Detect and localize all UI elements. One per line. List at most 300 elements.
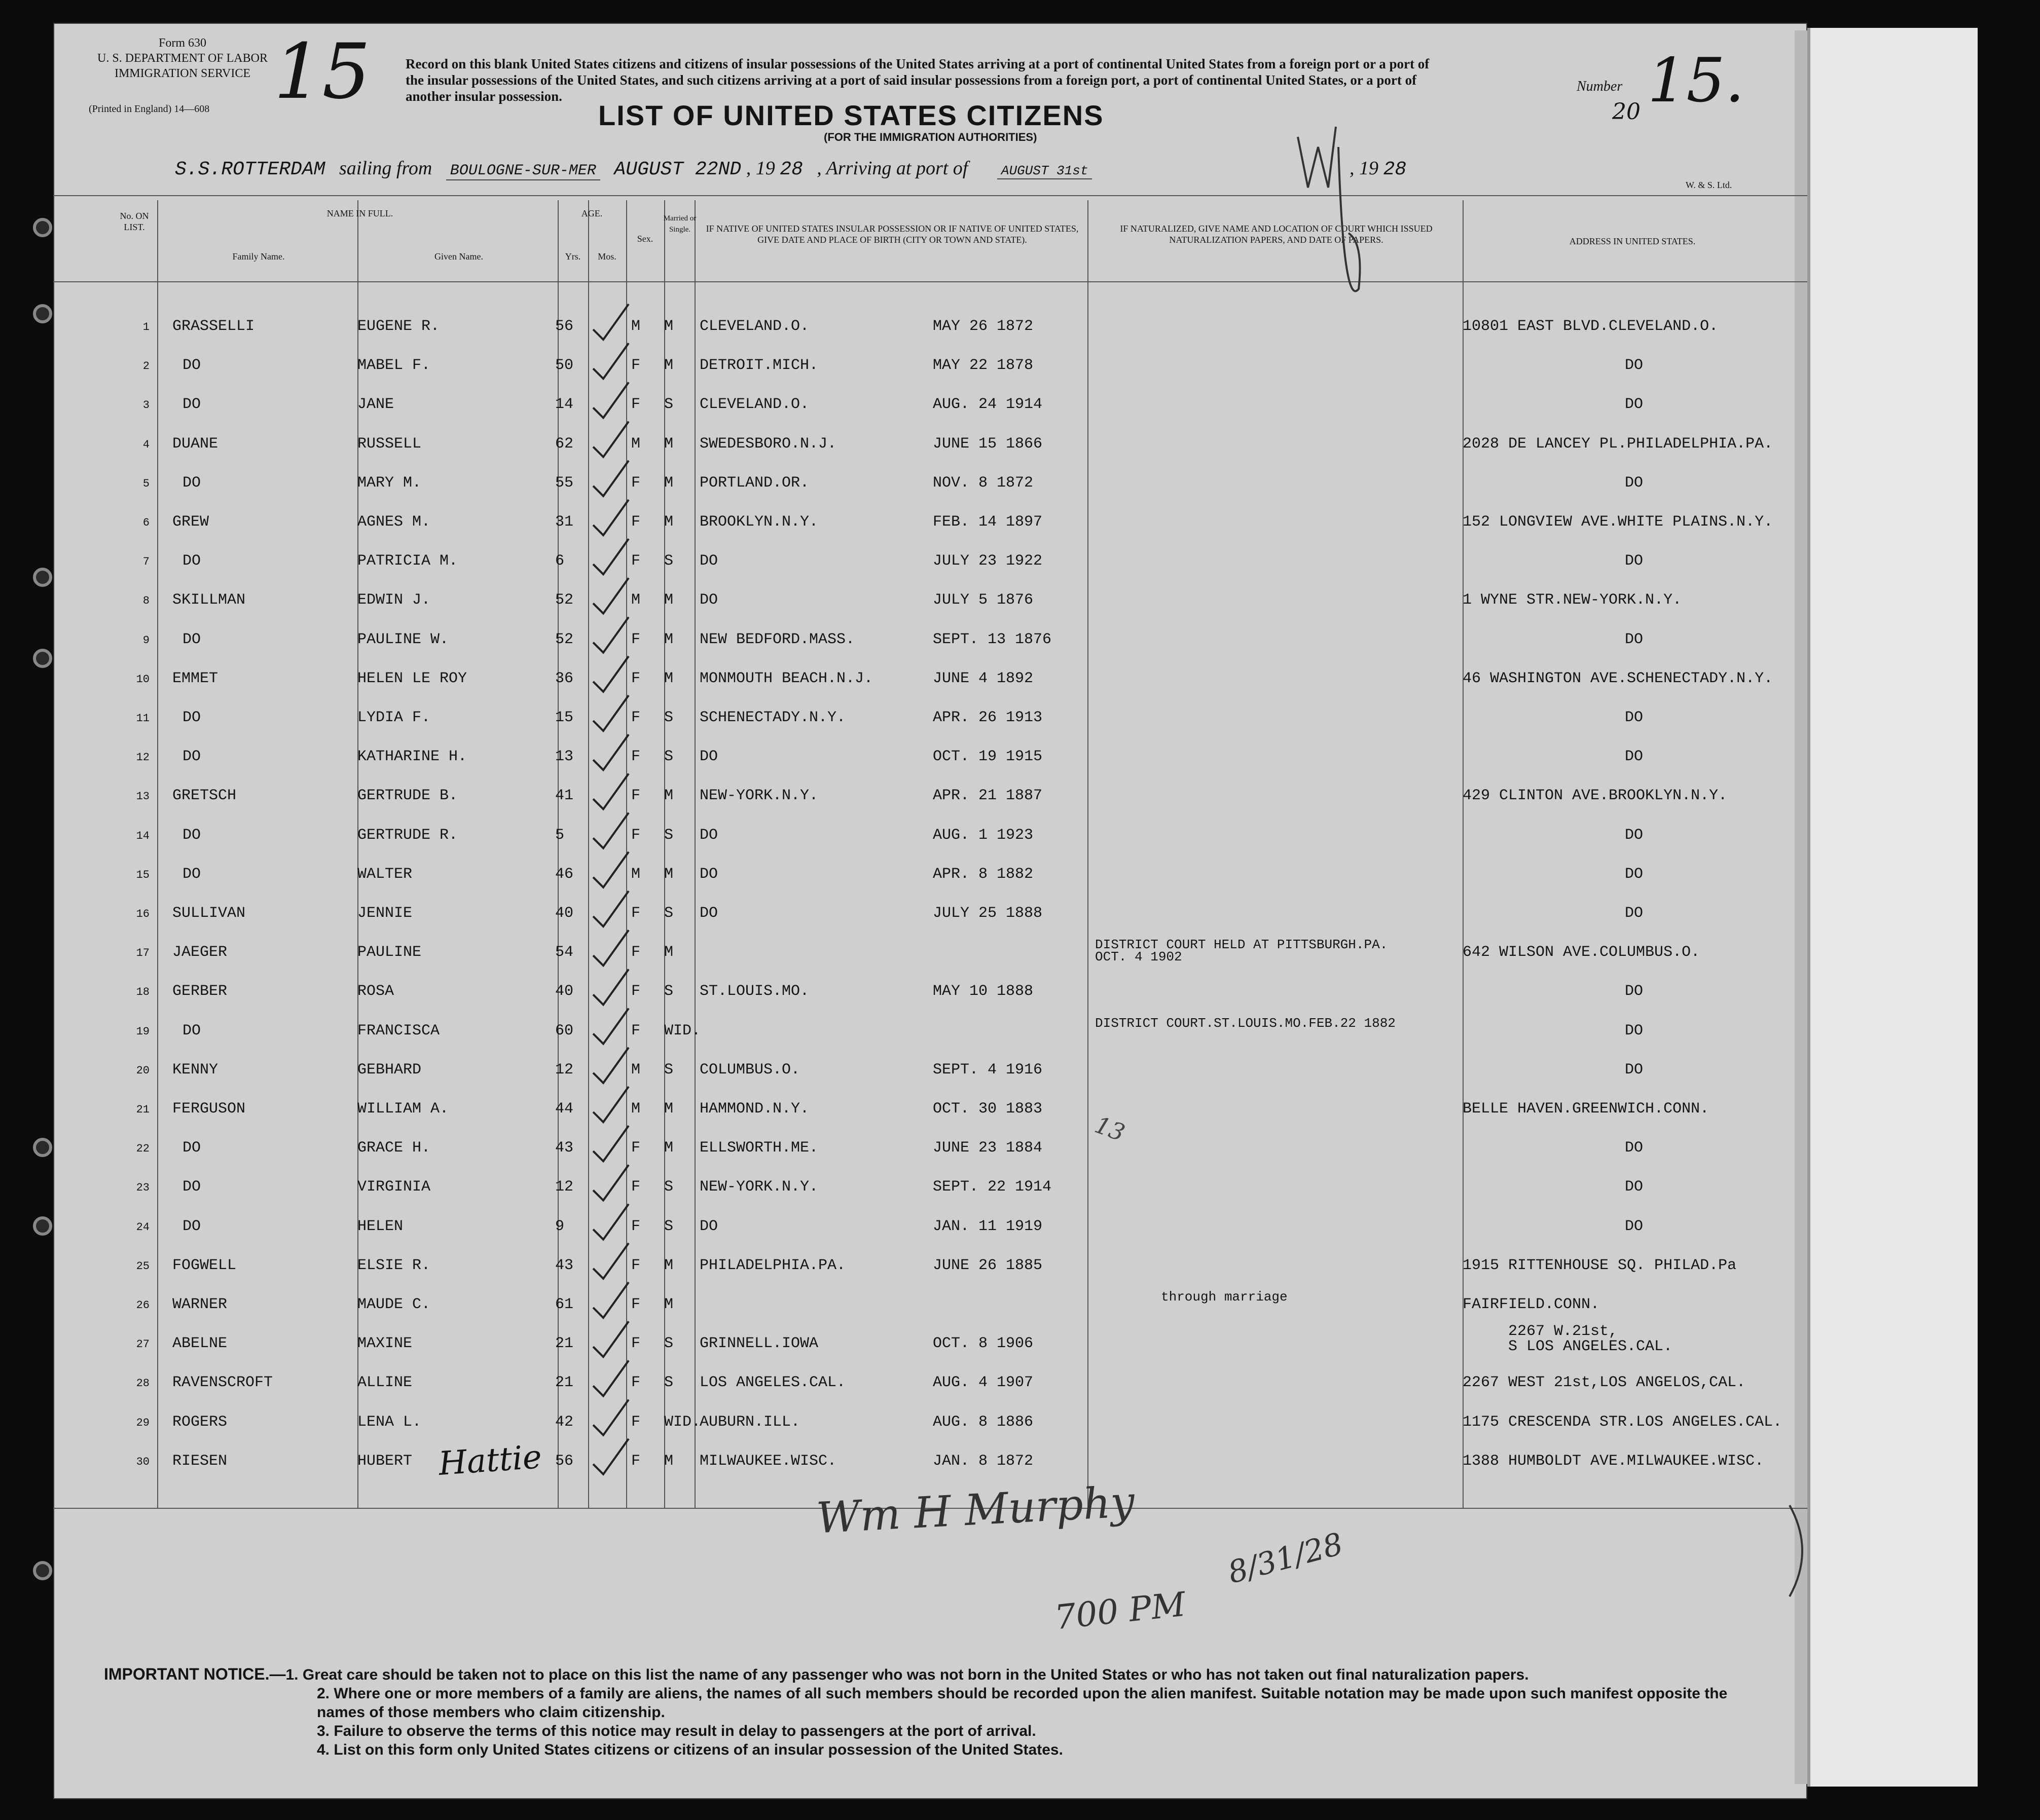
cell-given: RUSSELL [357, 435, 422, 453]
cell-date: JULY 25 1888 [933, 905, 1043, 922]
cell-age: 6 [555, 552, 565, 570]
cell-no: 23 [136, 1181, 150, 1195]
checkmark-icon [593, 852, 629, 887]
cell-family: GREW [172, 513, 209, 531]
cell-no: 10 [136, 673, 150, 686]
cell-addr: BELLE HAVEN.GREENWICH.CONN. [1463, 1100, 1709, 1118]
cell-family: DO [183, 630, 201, 648]
cell-date: AUG. 24 1914 [933, 396, 1043, 414]
binder-hole-icon [33, 1138, 52, 1157]
handwritten-hattie: Hattie [437, 1438, 543, 1483]
cell-family: JAEGER [172, 944, 228, 961]
col-header-sex: Sex. [637, 234, 653, 244]
cell-no: 16 [136, 908, 150, 920]
table-row [53, 1011, 1807, 1050]
form-number: Form 630 [158, 36, 206, 50]
cell-addr: 1 WYNE STR.NEW-YORK.N.Y. [1463, 591, 1682, 609]
cell-place: SCHENECTADY.N.Y. [700, 709, 846, 726]
cell-no: 29 [136, 1416, 150, 1429]
cell-family: DO [183, 709, 201, 726]
table-row [53, 894, 1807, 933]
table-row [53, 385, 1807, 424]
table-row [53, 1089, 1807, 1128]
cell-addr: 2267 W.21st, S LOS ANGELES.CAL. [1508, 1323, 1673, 1356]
cell-date: OCT. 8 1906 [933, 1335, 1034, 1353]
cell-sex: M [631, 865, 641, 883]
cell-addr: DO [1625, 748, 1644, 766]
cell-age: 14 [555, 396, 574, 414]
cell-given: FRANCISCA [357, 1022, 440, 1039]
cell-given: AGNES M. [357, 513, 431, 531]
checkmark-icon [593, 1400, 629, 1435]
cell-place: DO [700, 865, 718, 883]
cell-addr: DO [1625, 630, 1644, 648]
cell-age: 46 [555, 865, 574, 883]
handwritten-time: 700 PM [1052, 1584, 1188, 1638]
cell-mar: M [664, 318, 674, 335]
cell-age: 43 [555, 1256, 574, 1274]
handwritten-list-number: 15 [274, 28, 371, 116]
cell-date: MAY 22 1878 [933, 357, 1034, 375]
checkmark-icon [593, 461, 629, 496]
cell-date: MAY 10 1888 [933, 983, 1034, 1000]
cell-mar: S [664, 1178, 674, 1196]
cell-addr: 642 WILSON AVE.COLUMBUS.O. [1463, 944, 1700, 961]
cell-place: BROOKLYN.N.Y. [700, 513, 819, 531]
inspector-signature: Wm H Murphy [815, 1476, 1136, 1543]
binder-hole-icon [33, 649, 52, 668]
cell-place: LOS ANGELES.CAL. [700, 1374, 846, 1392]
cell-mar: S [664, 709, 674, 726]
cell-date: JAN. 11 1919 [933, 1217, 1043, 1235]
cell-sex: F [631, 983, 641, 1000]
departure-year-prefix: , 19 [746, 158, 775, 179]
cell-mar: M [664, 474, 674, 492]
checkmark-icon [593, 500, 629, 535]
checkmark-icon [593, 343, 629, 379]
cell-family: SULLIVAN [172, 905, 246, 922]
cell-family: DO [183, 357, 201, 375]
cell-mar: M [664, 1100, 674, 1118]
arrival-date: AUGUST 31st [997, 163, 1092, 179]
cell-sex: F [631, 474, 641, 492]
cell-sex: M [631, 1100, 641, 1118]
checkmark-icon [593, 539, 629, 574]
cell-given: JENNIE [357, 905, 413, 922]
cell-place: AUBURN.ILL. [700, 1413, 800, 1431]
cell-addr: 10801 EAST BLVD.CLEVELAND.O. [1463, 318, 1719, 335]
checkmark-icon [593, 1282, 629, 1318]
cell-age: 5 [555, 826, 565, 844]
col-header-naturalized: IF NATURALIZED, GIVE NAME AND LOCATION OF COURT WHICH ISSUED NATURALIZATION PAPERS, AND DATE OF PAPERS. [1120, 224, 1433, 245]
cell-addr: 1175 CRESCENDA STR.LOS ANGELES.CAL. [1463, 1413, 1782, 1431]
cell-mar: M [664, 1452, 674, 1470]
cell-given: GRACE H. [357, 1139, 431, 1157]
cell-family: DO [183, 474, 201, 492]
cell-given: GEBHARD [357, 1061, 422, 1079]
cell-given: GERTRUDE B. [357, 787, 458, 805]
cell-no: 20 [136, 1064, 150, 1077]
cell-sex: F [631, 552, 641, 570]
cell-age: 12 [555, 1061, 574, 1079]
cell-sex: F [631, 787, 641, 805]
cell-date: APR. 26 1913 [933, 709, 1043, 726]
cell-place: CLEVELAND.O. [700, 396, 810, 414]
cell-no: 27 [136, 1338, 150, 1351]
cell-mar: M [664, 787, 674, 805]
cell-place: GRINNELL.IOWA [700, 1335, 819, 1353]
table-row [53, 502, 1807, 541]
cell-family: EMMET [172, 670, 218, 687]
cell-sex: F [631, 1452, 641, 1470]
cell-given: PATRICIA M. [357, 552, 458, 570]
checkmark-icon [593, 734, 629, 770]
cell-mar: S [664, 396, 674, 414]
checkmark-icon [593, 1204, 629, 1240]
cell-nat: through marriage [1161, 1289, 1288, 1305]
cell-sex: F [631, 357, 641, 375]
cell-age: 21 [555, 1335, 574, 1353]
department: U. S. DEPARTMENT OF LABOR [97, 52, 268, 65]
cell-given: ALLINE [357, 1374, 413, 1392]
form-info [89, 35, 276, 117]
col-header-address: ADDRESS IN UNITED STATES. [1569, 236, 1696, 246]
checkmark-icon [593, 969, 629, 1005]
sailing-from-label: sailing from [339, 158, 432, 179]
cell-addr: DO [1625, 1139, 1644, 1157]
checkmark-icon [593, 1243, 629, 1279]
arriving-label: , Arriving at port of [817, 158, 968, 179]
cell-family: DO [183, 396, 201, 414]
cell-mar: M [664, 357, 674, 375]
cell-addr: DO [1625, 1217, 1644, 1235]
table-row [53, 307, 1807, 346]
cell-family: RAVENSCROFT [172, 1374, 273, 1392]
cell-no: 2 [142, 360, 150, 373]
cell-place: DO [700, 826, 718, 844]
cell-given: HELEN [357, 1217, 404, 1235]
cell-no: 19 [136, 1025, 150, 1038]
cell-addr: DO [1625, 983, 1644, 1000]
notice-lead: IMPORTANT NOTICE.— [104, 1665, 286, 1683]
margin-bracket-icon [1784, 1500, 1815, 1602]
cell-sex: F [631, 1335, 641, 1353]
departure-year: 28 [780, 159, 803, 180]
checkmark-icon [593, 695, 629, 731]
cell-mar: S [664, 552, 674, 570]
table-row [53, 1128, 1807, 1167]
cell-mar: M [664, 1139, 674, 1157]
cell-age: 12 [555, 1178, 574, 1196]
cell-place: MONMOUTH BEACH.N.J. [700, 670, 873, 687]
cell-no: 13 [136, 790, 150, 803]
cell-age: 56 [555, 1452, 574, 1470]
cell-no: 28 [136, 1377, 150, 1390]
cell-sex: F [631, 1256, 641, 1274]
cell-age: 62 [555, 435, 574, 453]
cell-sex: F [631, 396, 641, 414]
cell-sex: F [631, 905, 641, 922]
cell-mar: WID. [664, 1022, 701, 1039]
number-20: 20 [1612, 99, 1641, 125]
cell-mar: S [664, 983, 674, 1000]
cell-given: LYDIA F. [357, 709, 431, 726]
binder-hole-icon [33, 1216, 52, 1236]
table-row [53, 580, 1807, 619]
cell-place: HAMMOND.N.Y. [700, 1100, 810, 1118]
cell-addr: DO [1625, 474, 1644, 492]
cell-age: 42 [555, 1413, 574, 1431]
checkmark-icon [593, 1048, 629, 1083]
cell-sex: F [631, 670, 641, 687]
cell-given: JANE [357, 396, 394, 414]
cell-given: EUGENE R. [357, 318, 440, 335]
cell-age: 9 [555, 1217, 565, 1235]
cell-sex: F [631, 1022, 641, 1039]
cell-no: 24 [136, 1220, 150, 1234]
cell-date: SEPT. 13 1876 [933, 630, 1052, 648]
cell-no: 8 [142, 595, 150, 608]
checkmark-icon [593, 1009, 629, 1044]
cell-date: APR. 21 1887 [933, 787, 1043, 805]
cell-mar: M [664, 944, 674, 961]
cell-no: 14 [136, 829, 150, 842]
cell-family: KENNY [172, 1061, 218, 1079]
checkmark-icon [593, 617, 629, 653]
cell-place: SWEDESBORO.N.J. [700, 435, 837, 453]
cell-age: 15 [555, 709, 574, 726]
table-row [53, 815, 1807, 855]
table-row [53, 1441, 1807, 1480]
cell-place: PORTLAND.OR. [700, 474, 810, 492]
checkmark-icon [593, 891, 629, 926]
cell-mar: S [664, 1374, 674, 1392]
cell-place: PHILADELPHIA.PA. [700, 1256, 846, 1274]
cell-nat: DISTRICT COURT HELD AT PITTSBURGH.PA. OCT. 4 1902 [1095, 937, 1388, 965]
cell-no: 3 [142, 399, 150, 412]
cell-age: 56 [555, 318, 574, 335]
cell-no: 1 [142, 321, 150, 333]
cell-no: 21 [136, 1103, 150, 1116]
cell-family: ROGERS [172, 1413, 228, 1431]
cell-addr: DO [1625, 865, 1644, 883]
cell-addr: 2267 WEST 21st,LOS ANGELOS,CAL. [1463, 1374, 1746, 1392]
cell-addr: DO [1625, 357, 1644, 375]
cell-addr: DO [1625, 396, 1644, 414]
cell-date: OCT. 30 1883 [933, 1100, 1043, 1118]
cell-date: SEPT. 4 1916 [933, 1061, 1043, 1079]
cell-place: NEW-YORK.N.Y. [700, 1178, 819, 1196]
cell-date: MAY 26 1872 [933, 318, 1034, 335]
cell-age: 60 [555, 1022, 574, 1039]
col-header-no: No. ON LIST. [120, 211, 149, 232]
cell-place: COLUMBUS.O. [700, 1061, 800, 1079]
cell-place: DO [700, 552, 718, 570]
checkmark-icon [593, 1360, 629, 1396]
cell-age: 13 [555, 748, 574, 766]
cell-date: NOV. 8 1872 [933, 474, 1034, 492]
table-row [53, 346, 1807, 385]
cell-family: DO [183, 1022, 201, 1039]
cell-place: DO [700, 748, 718, 766]
cell-no: 18 [136, 986, 150, 999]
port-initial-scrawl-icon [1288, 117, 1379, 309]
cell-given: MAXINE [357, 1335, 413, 1353]
cell-age: 40 [555, 983, 574, 1000]
cell-family: FOGWELL [172, 1256, 237, 1274]
cell-age: 52 [555, 630, 574, 648]
table-row [53, 620, 1807, 659]
checkmark-icon [593, 1126, 629, 1161]
cell-no: 22 [136, 1142, 150, 1156]
cell-sex: F [631, 709, 641, 726]
cell-given: MAUDE C. [357, 1296, 431, 1313]
table-top-rule [53, 195, 1807, 196]
checkmark-icon [593, 773, 629, 809]
cell-place: NEW-YORK.N.Y. [700, 787, 819, 805]
cell-mar: S [664, 748, 674, 766]
binder-hole-icon [33, 568, 52, 587]
cell-given: VIRGINIA [357, 1178, 431, 1196]
cell-family: DUANE [172, 435, 218, 453]
cell-family: DO [183, 552, 201, 570]
handwritten-margin-13: 13 [1091, 1110, 1129, 1147]
cell-sex: M [631, 318, 641, 335]
cell-addr: DO [1625, 826, 1644, 844]
cell-sex: M [631, 591, 641, 609]
cell-addr: DO [1625, 1061, 1644, 1079]
cell-family: DO [183, 1178, 201, 1196]
col-header-age: AGE. [581, 208, 603, 218]
printer-mark: W. & S. Ltd. [1686, 180, 1732, 190]
page-title: LIST OF UNITED STATES CITIZENS [598, 99, 1104, 131]
cell-age: 40 [555, 905, 574, 922]
col-header-yrs: Yrs. [565, 251, 581, 262]
cell-given: KATHARINE H. [357, 748, 467, 766]
checkmark-icon [593, 1087, 629, 1122]
cell-addr: DO [1625, 552, 1644, 570]
cell-date: JULY 5 1876 [933, 591, 1034, 609]
table-row [53, 659, 1807, 698]
cell-date: APR. 8 1882 [933, 865, 1034, 883]
vessel-name: S.S.ROTTERDAM [175, 159, 325, 180]
cell-mar: M [664, 670, 674, 687]
checkmark-icon [593, 422, 629, 457]
cell-sex: F [631, 1217, 641, 1235]
col-header-family: Family Name. [232, 251, 285, 262]
adjacent-page-edge [1807, 28, 1978, 1787]
checkmark-icon [593, 930, 629, 965]
binder-hole-icon [33, 304, 52, 323]
cell-age: 55 [555, 474, 574, 492]
cell-no: 5 [142, 477, 150, 490]
cell-place: DO [700, 591, 718, 609]
checkmark-icon [593, 304, 629, 340]
cell-no: 30 [136, 1455, 150, 1468]
departure-date: AUGUST 22ND [614, 159, 742, 180]
cell-given: WILLIAM A. [357, 1100, 449, 1118]
checkmark-icon [593, 382, 629, 418]
cell-given: LENA L. [357, 1413, 422, 1431]
col-header-name: NAME IN FULL. [326, 208, 393, 218]
cell-mar: M [664, 865, 674, 883]
cell-date: JUNE 26 1885 [933, 1256, 1043, 1274]
notice-item: 4. List on this form only United States citizens or citizens of an insular possession of the United States. [317, 1741, 1063, 1758]
checkmark-icon [593, 1165, 629, 1200]
cell-family: FERGUSON [172, 1100, 246, 1118]
cell-family: DO [183, 1139, 201, 1157]
cell-sex: F [631, 630, 641, 648]
cell-family: DO [183, 748, 201, 766]
departure-port: BOULOGNE-SUR-MER [446, 162, 600, 180]
cell-mar: S [664, 1061, 674, 1079]
cell-addr: 429 CLINTON AVE.BROOKLYN.N.Y. [1463, 787, 1728, 805]
cell-sex: F [631, 748, 641, 766]
cell-date: AUG. 8 1886 [933, 1413, 1034, 1431]
checkmark-icon [593, 578, 629, 613]
col-header-given: Given Name. [434, 251, 483, 262]
checkmark-icon [593, 1439, 629, 1474]
col-header-mos: Mos. [598, 251, 616, 262]
cell-date: FEB. 14 1897 [933, 513, 1043, 531]
table-row [53, 424, 1807, 463]
cell-given: HUBERT [357, 1452, 413, 1470]
notice-item: 3. Failure to observe the terms of this notice may result in delay to passengers at the port of arrival. [317, 1723, 1036, 1739]
cell-family: SKILLMAN [172, 591, 246, 609]
handwritten-date: 8/31/28 [1224, 1526, 1347, 1591]
cell-addr: FAIRFIELD.CONN. [1463, 1296, 1600, 1313]
cell-no: 15 [136, 868, 150, 881]
cell-given: GERTRUDE R. [357, 826, 458, 844]
table-row [53, 1285, 1807, 1324]
binder-hole-icon [33, 1561, 52, 1580]
cell-mar: S [664, 826, 674, 844]
cell-nat: DISTRICT COURT.ST.LOUIS.MO.FEB.22 1882 [1095, 1015, 1396, 1031]
cell-family: GRETSCH [172, 787, 237, 805]
cell-sex: F [631, 826, 641, 844]
cell-place: DETROIT.MICH. [700, 357, 819, 375]
cell-family: RIESEN [172, 1452, 228, 1470]
cell-age: 31 [555, 513, 574, 531]
cell-family: DO [183, 865, 201, 883]
cell-age: 61 [555, 1296, 574, 1313]
cell-sex: F [631, 1139, 641, 1157]
cell-mar: S [664, 1335, 674, 1353]
cell-addr: DO [1625, 905, 1644, 922]
number-label: Number [1577, 79, 1623, 94]
cell-no: 6 [142, 516, 150, 529]
cell-date: AUG. 1 1923 [933, 826, 1034, 844]
notice-item: 1. Great care should be taken not to place on this list the name of any passenger who was not born in the United States or who has not taken out final naturalization papers. [285, 1666, 1529, 1683]
ship-line [175, 157, 1415, 180]
cell-family: DO [183, 826, 201, 844]
cell-date: AUG. 4 1907 [933, 1374, 1034, 1392]
cell-given: EDWIN J. [357, 591, 431, 609]
cell-addr: 2028 DE LANCEY PL.PHILADELPHIA.PA. [1463, 435, 1773, 453]
cell-age: 54 [555, 944, 574, 961]
cell-age: 52 [555, 591, 574, 609]
cell-given: WALTER [357, 865, 413, 883]
cell-family: ABELNE [172, 1335, 228, 1353]
cell-given: ELSIE R. [357, 1256, 431, 1274]
table-row [53, 933, 1807, 972]
cell-place: ELLSWORTH.ME. [700, 1139, 819, 1157]
cell-sex: F [631, 513, 641, 531]
cell-place: DO [700, 905, 718, 922]
cell-place: MILWAUKEE.WISC. [700, 1452, 837, 1470]
number-value: 15. [1648, 46, 1744, 116]
header-instructions: Record on this blank United States citizens and citizens of insular possessions of the United States arriving at a port of continental United States from a foreign port or a port of the insular possessions of the United States, and such citizens arriving at a port of said insular possessions from a foreign port, a port of continental United States, or a port of another insular possession. [406, 56, 1430, 104]
